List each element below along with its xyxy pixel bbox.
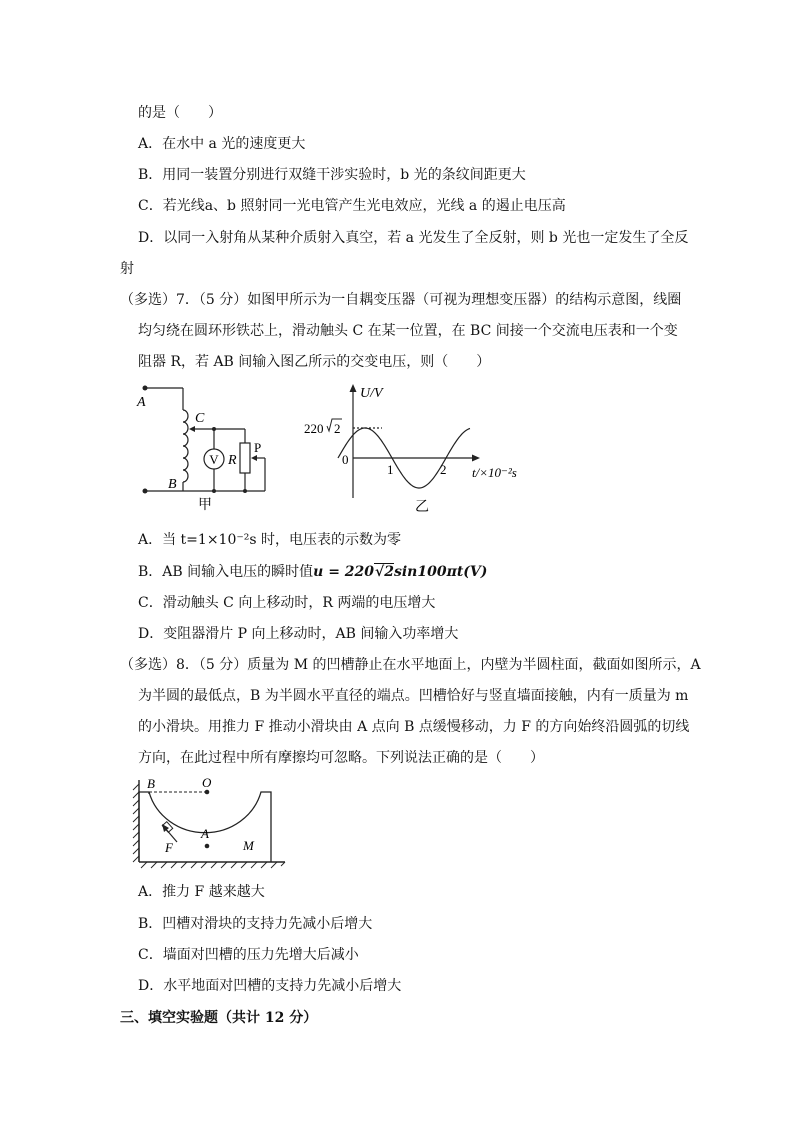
wall-hatch [133, 784, 139, 862]
q6-option-c: C．若光线a、b 照射同一光电管产生光电效应，光线 a 的遏止电压高 [138, 198, 566, 214]
svg-text:B: B [147, 776, 155, 791]
q7-stem-line-2: 均匀绕在圆环形铁芯上，滑动触头 C 在某一位置，在 BC 间接一个交流电压表和一个变 [138, 323, 678, 339]
svg-text:U/V: U/V [360, 386, 383, 401]
figure-groove [125, 772, 290, 872]
svg-text:C: C [195, 411, 205, 426]
svg-text:R: R [228, 453, 237, 468]
svg-text:甲: 甲 [198, 498, 212, 513]
q7-option-c: C．滑动触头 C 向上移动时，R 两端的电压增大 [138, 595, 436, 611]
q7-stem-line-1: （多选）7．（5 分）如图甲所示为一自耦变压器（可视为理想变压器）的结构示意图，线圈 [120, 292, 682, 308]
tap-arrow-icon [189, 426, 195, 432]
q8-stem-line-1: （多选）8．（5 分）质量为 M 的凹槽静止在水平地面上，内壁为半圆柱面，截面如图所示，A [120, 657, 701, 673]
svg-text:1: 1 [387, 462, 394, 477]
svg-text:V: V [209, 452, 219, 467]
q8-option-d: D．水平地面对凹槽的支持力先减小后增大 [138, 978, 402, 994]
svg-text:0: 0 [342, 452, 349, 467]
q8-stem-line-2: 为半圆的最低点，B 为半圆水平直径的端点。凹槽恰好与竖直墙面接触，内有一质量为 m [138, 688, 689, 704]
svg-text:t/×10⁻²s: t/×10⁻²s [472, 465, 517, 480]
q6-option-a: A．在水中 a 光的速度更大 [138, 136, 306, 152]
svg-text:2: 2 [334, 421, 341, 436]
q8-stem-line-4: 方向，在此过程中所有摩擦均可忽略。下列说法正确的是（ ） [138, 750, 544, 766]
q8-option-b: B．凹槽对滑块的支持力先减小后增大 [138, 916, 373, 932]
x-axis-arrow-icon [472, 455, 480, 462]
svg-text:P: P [254, 440, 262, 455]
svg-text:A: A [137, 395, 146, 410]
section-3-title: 三、填空实验题（共计 12 分） [120, 1010, 318, 1026]
svg-text:220: 220 [304, 421, 324, 436]
q6-option-d-wrap: 射 [120, 261, 134, 277]
slider-arrow-icon [251, 455, 257, 461]
svg-text:M: M [243, 838, 254, 853]
svg-text:2: 2 [440, 462, 447, 477]
q8-option-c: C．墙面对凹槽的压力先增大后减小 [138, 947, 359, 963]
q6-option-b: B．用同一装置分别进行双缝干涉实验时，b 光的条纹间距更大 [138, 167, 526, 183]
svg-text:乙: 乙 [415, 500, 429, 513]
q7-option-b: B．AB 间输入电压的瞬时值u = 220√2sin100πt(V) [138, 564, 488, 580]
q8-stem-line-3: 的小滑块。用推力 F 推动小滑块由 A 点向 B 点缓慢移动，力 F 的方向始终沿圆弧的切线 [138, 719, 690, 735]
q7-option-b-formula: u = 220√2sin100πt(V) [313, 564, 488, 580]
q7-option-a: A．当 t=1×10⁻²s 时，电压表的示数为零 [138, 532, 402, 548]
q6-option-d: D．以同一入射角从某种介质射入真空，若 a 光发生了全反射，则 b 光也一定发生了全反 [138, 230, 689, 246]
svg-text:B: B [168, 477, 177, 492]
q7-option-d: D．变阻器滑片 P 向上移动时，AB 间输入功率增大 [138, 626, 459, 642]
svg-text:F: F [165, 840, 173, 855]
svg-text:O: O [202, 775, 212, 790]
svg-text:A: A [201, 826, 209, 841]
q7-stem-line-3: 阻器 R，若 AB 间输入图乙所示的交变电压，则（ ） [138, 354, 491, 370]
figure-jia-circuit [135, 378, 275, 513]
ground-hatch [141, 862, 285, 868]
figure-yi-voltage-graph [300, 378, 535, 513]
q8-option-a: A．推力 F 越来越大 [138, 884, 265, 900]
q6-stem-tail: 的是（ ） [138, 105, 222, 121]
y-axis-arrow-icon [350, 384, 357, 392]
